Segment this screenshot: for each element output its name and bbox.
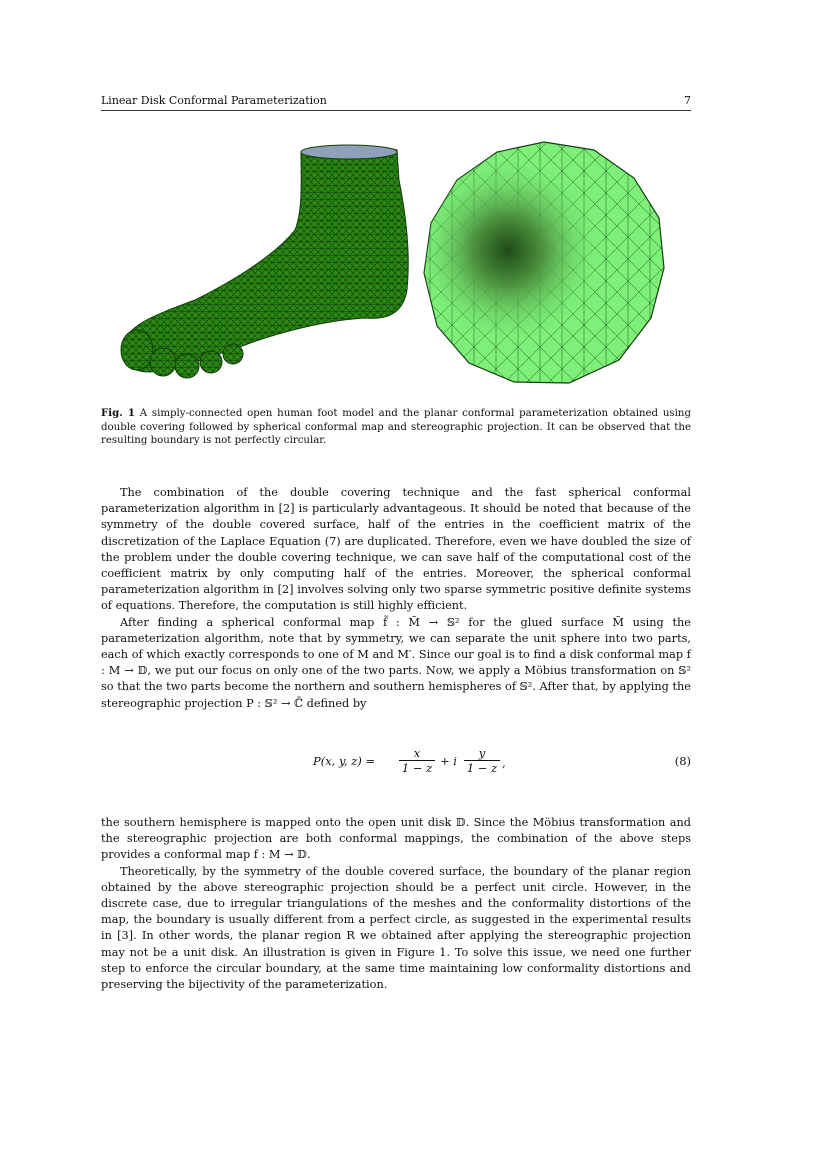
fraction-y-numerator: y: [464, 746, 500, 761]
fraction-y-denominator: 1 − z: [466, 761, 498, 775]
paragraph: After finding a spherical conformal map f̃ : M̃ → 𝕊² for the glued surface M̃ using the parameterization algorithm, note that by symmetry, we can separate the unit sphere into two parts, each of which exactly corresponds to one of M and M′. Since our goal is to find a disk conformal map f : M → 𝔻, we put our focus on only one of the two parts. Now, we apply a Möbius transformation on 𝕊² so that the two parts become the northern and southern hemispheres of 𝕊². After that, by applying the stereographic projection P : 𝕊² → ℂ̄ defined by: [101, 615, 691, 710]
disk-parameterization-image: [419, 138, 669, 388]
body-text-lower: [101, 815, 691, 993]
fraction-x: [399, 746, 435, 776]
paragraph: Theoretically, by the symmetry of the double covered surface, the boundary of the planar region obtained by the above stereographic projection should be a perfect unit circle. However, in the discrete case, due to irregular triangulations of the meshes and the conformality distortions of the map, the boundary is usually different from a perfect circle, as suggested in the experimental results in [3]. In other words, the planar region R we obtained after applying the stereographic projection may not be a unit disk. An illustration is given in Figure 1. To solve this issue, we need one further step to enforce the circular boundary, at the same time maintaining low conformality distortions and preserving the bijectivity of the parameterization.: [101, 864, 691, 992]
caption-text: A simply-connected open human foot model and the planar conformal parameterization obtained using double covering followed by spherical conformal map and stereographic projection. It can be observed that the resulting boundary is not perfectly circular.: [101, 408, 691, 447]
equation-8: [101, 746, 691, 786]
equation-number: (8): [674, 754, 691, 768]
plus-i: + i: [440, 754, 457, 768]
figure-caption: [101, 407, 691, 448]
body-text-upper: [101, 485, 691, 712]
equation-comma: ,: [502, 756, 506, 770]
foot-mesh-image: [115, 140, 415, 385]
fraction-y: [464, 746, 500, 776]
page-number: 7: [684, 94, 691, 107]
running-title: Linear Disk Conformal Parameterization: [101, 94, 327, 107]
paragraph: The combination of the double covering technique and the fast spherical conformal parameterization algorithm in [2] is particularly advantageous. It should be noted that because of the symmetry of the double covered surface, half of the entries in the coefficient matrix of the discretization of the Laplace Equation (7) are duplicated. Therefore, even we have doubled the size of the problem under the double covering technique, we can save half of the computational cost of the coefficient matrix by only computing half of the entries. Moreover, the spherical conformal parameterization algorithm in [2] involves solving only two sparse symmetric positive definite systems of equations. Therefore, the computation is still highly efficient.: [101, 486, 691, 613]
fraction-x-denominator: 1 − z: [401, 761, 433, 775]
equation-lhs: P(x, y, z) =: [313, 754, 376, 768]
paragraph: the southern hemisphere is mapped onto the open unit disk 𝔻. Since the Möbius transformation and the stereographic projection are both conformal mappings, the combination of the above steps provides a conformal map f : M → 𝔻.: [101, 816, 691, 862]
running-header: [101, 92, 691, 111]
fraction-x-numerator: x: [399, 746, 435, 761]
figure-1: [101, 138, 691, 393]
caption-label: Fig. 1: [101, 407, 135, 419]
